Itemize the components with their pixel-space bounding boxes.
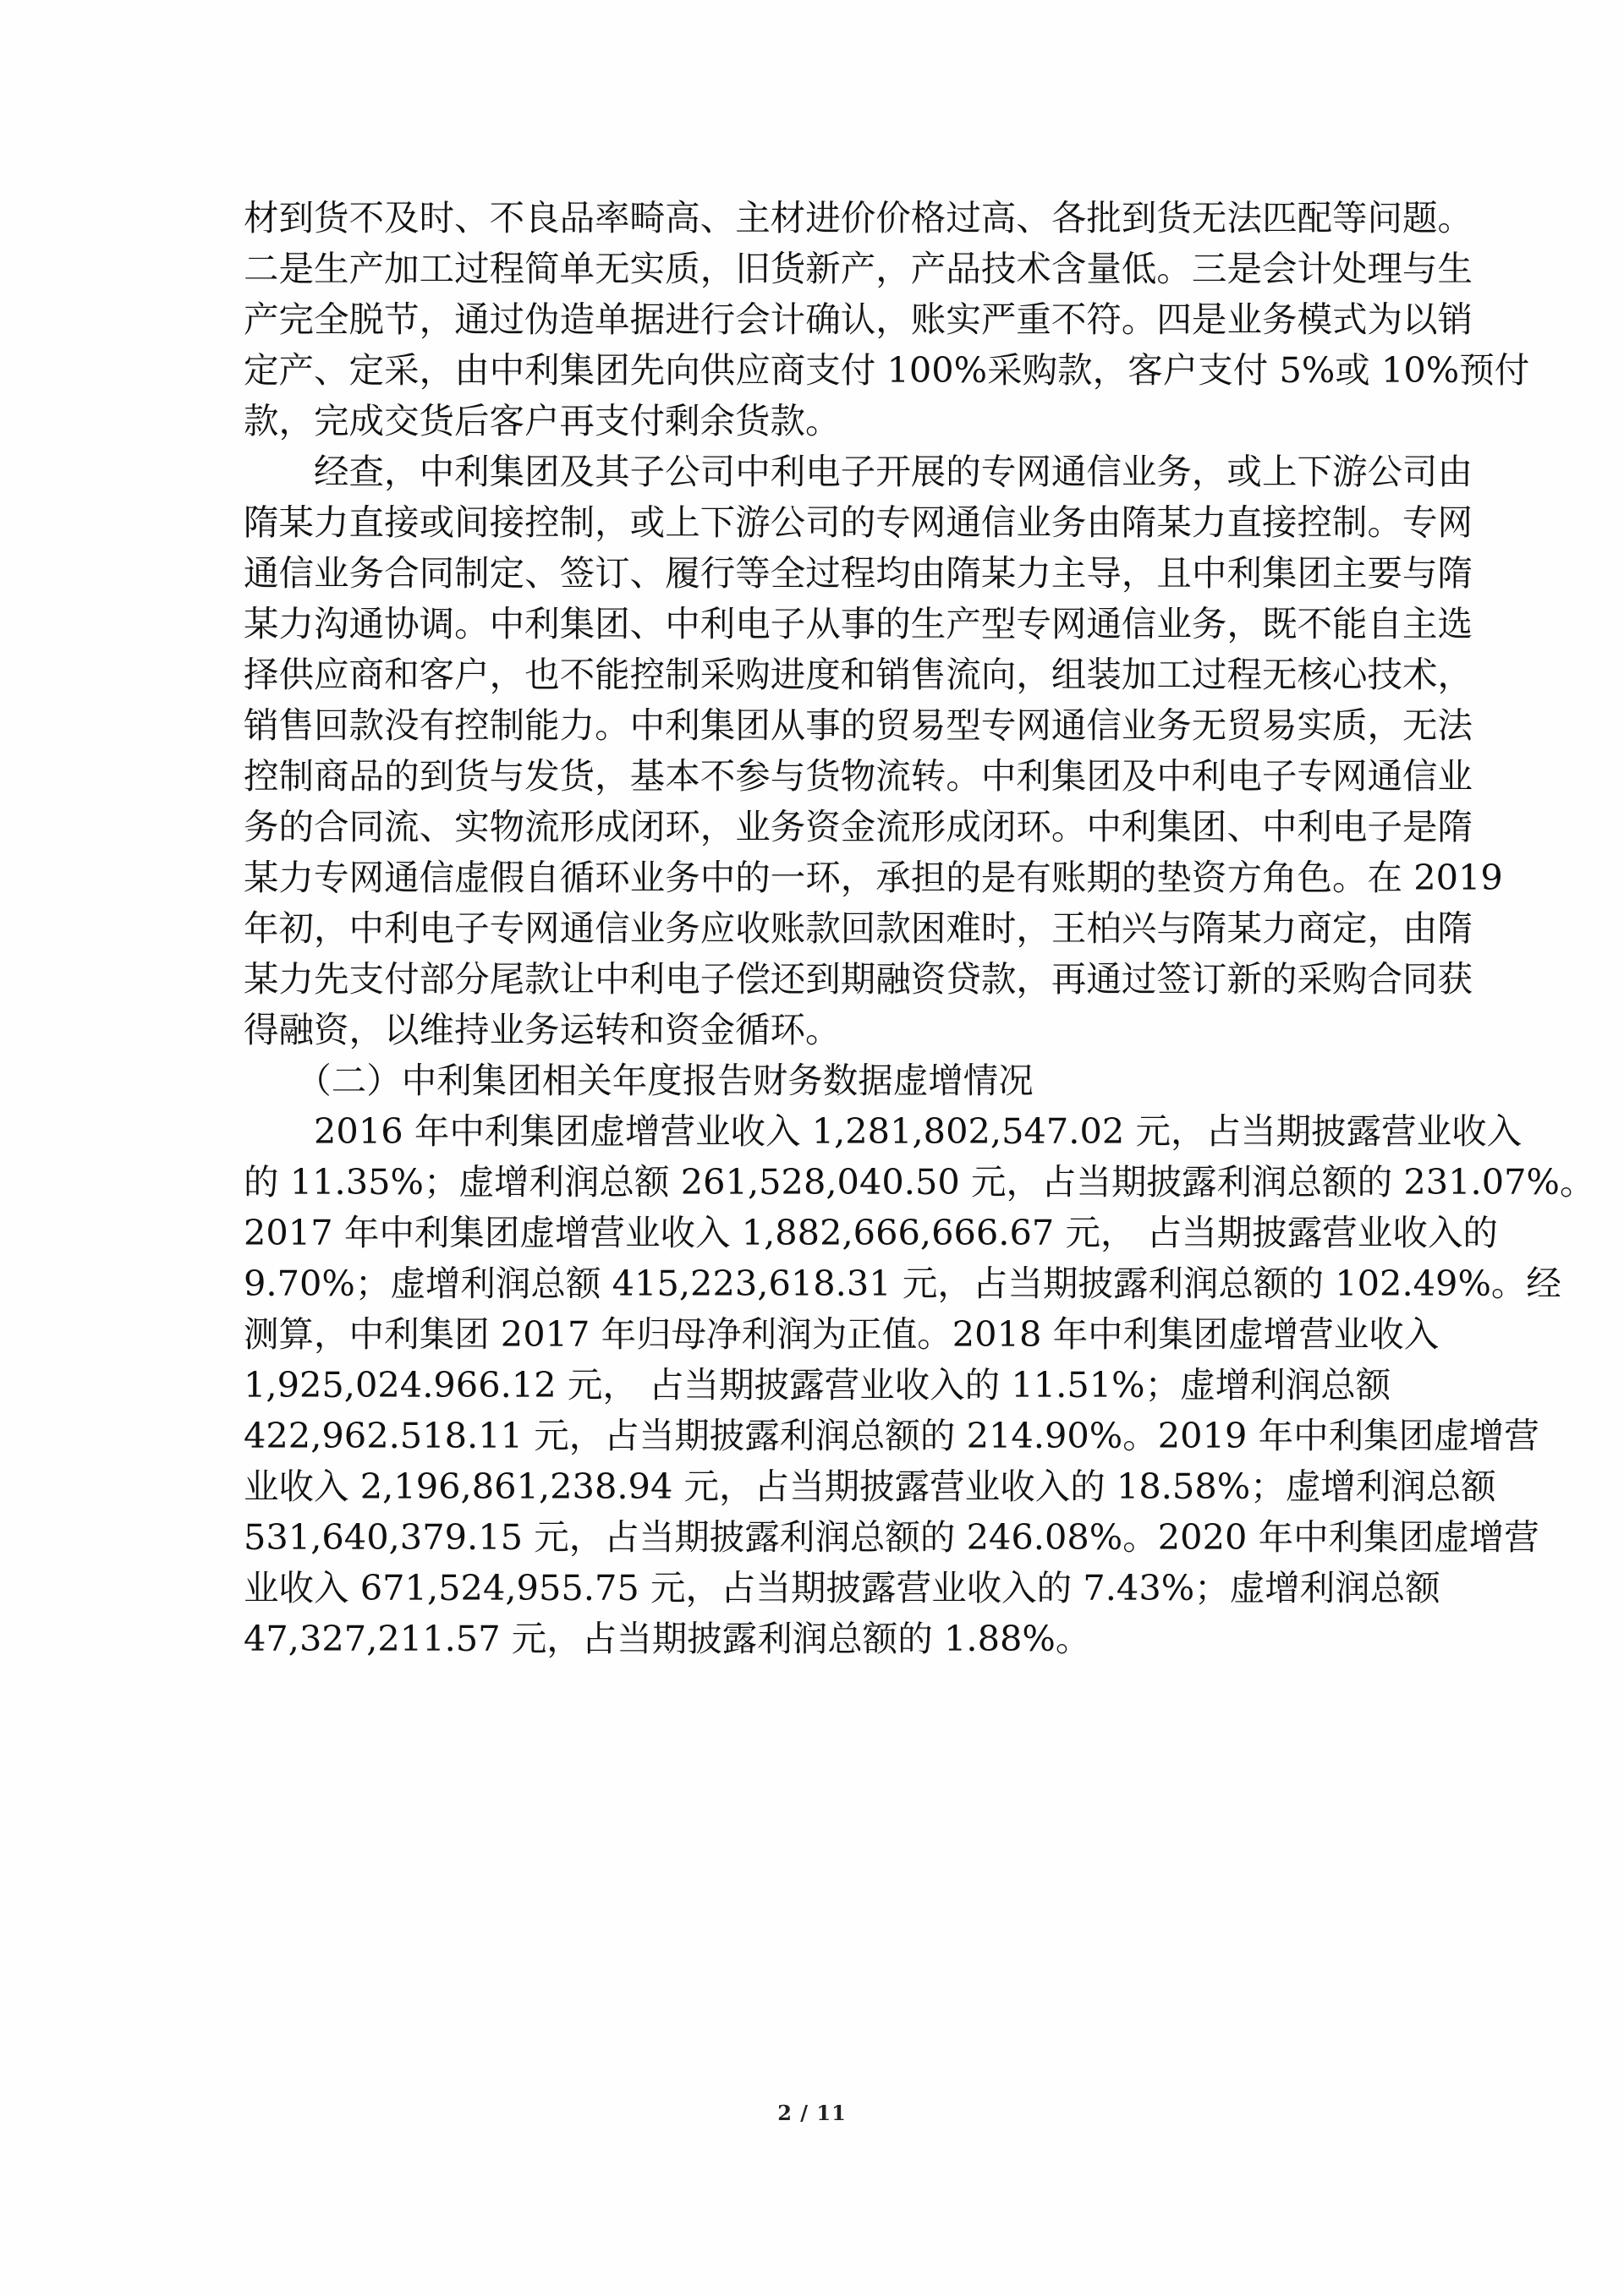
paragraph-line: 的 11.35% ； 虚 增 利 润 总 额 261,528,040.50 元 ， 占 当 期 披 露 利 润 总 额 的 231.07% 。 [244,1161,1595,1203]
paragraph-line: 531,640,379.15 元 ， 占 当 期 披 露 利 润 总 额 的 246.08% 。 2020 年 中 利 集 团 虚 增 营 [244,1516,1539,1558]
paragraph-line: 某 力 沟 通 协 调 。 中 利 集 团 、 中 利 电 子 从 事 的 生 产 型 专 网 通 信 业 务 ， 既 不 能 自 主 选 [244,603,1473,644]
paragraph-line: 业 收 入 2,196,861,238.94 元 ， 占 当 期 披 露 营 业 收 入 的 18.58% ； 虚 增 利 润 总 额 [244,1466,1496,1507]
paragraph-line: 422,962.518.11 元 ， 占 当 期 披 露 利 润 总 额 的 214.90% 。 2019 年 中 利 集 团 虚 增 营 [244,1415,1539,1456]
paragraph-line: 款，完成交货后客户再支付剩余货款。 [244,400,841,441]
paragraph-line: 2017 年 中 利 集 团 虚 增 营 业 收 入 1,882,666,666.67 元 ， 占 当 期 披 露 营 业 收 入 的 [244,1212,1498,1253]
paragraph-line: 2016 年 中 利 集 团 虚 增 营 业 收 入 1,281,802,547.02 元 ， 占 当 期 披 露 营 业 收 入 [314,1110,1522,1152]
paragraph-line: 业 收 入 671,524,955.75 元 ， 占 当 期 披 露 营 业 收 入 的 7.43% ； 虚 增 利 润 总 额 [244,1567,1440,1608]
body-paragraph [244,447,1503,1055]
paragraph-line: 得融资，以维持业务运转和资金循环。 [244,1009,841,1050]
paragraph-line: 择 供 应 商 和 客 户 ， 也 不 能 控 制 采 购 进 度 和 销 售 流 向 ， 组 装 加 工 过 程 无 核 心 技 术 ， [244,654,1473,695]
paragraph-line: 某 力 专 网 通 信 虚 假 自 循 环 业 务 中 的 一 环 ， 承 担 的 是 有 账 期 的 垫 资 方 角 色 。 在 2019 [244,857,1503,898]
paragraph-line: 控 制 商 品 的 到 货 与 发 货 ， 基 本 不 参 与 货 物 流 转 。 中 利 集 团 及 中 利 电 子 专 网 通 信 业 [244,755,1473,797]
heading-line: （二）中利集团相关年度报告财务数据虚增情况 [244,1060,1034,1101]
paragraph-line: 材 到 货 不 及 时 、 不 良 品 率 畸 高 、 主 材 进 价 价 格 过 高 、 各 批 到 货 无 法 匹 配 等 问 题 。 [244,197,1473,238]
paragraph-line: 经 查 ， 中 利 集 团 及 其 子 公 司 中 利 电 子 开 展 的 专 网 通 信 业 务 ， 或 上 下 游 公 司 由 [314,451,1473,492]
section-heading [244,1055,1381,1106]
page-body [244,193,1595,1664]
paragraph-line: 47,327,211.57 元，占当期披露利润总额的 1.88%。 [244,1618,1091,1659]
paragraph-line: 隋 某 力 直 接 或 间 接 控 制 ， 或 上 下 游 公 司 的 专 网 通 信 业 务 由 隋 某 力 直 接 控 制 。 专 网 [244,501,1473,543]
paragraph-line: 某 力 先 支 付 部 分 尾 款 让 中 利 电 子 偿 还 到 期 融 资 贷 款 ， 再 通 过 签 订 新 的 采 购 合 同 获 [244,958,1473,1000]
paragraph-line: 通 信 业 务 合 同 制 定 、 签 订 、 履 行 等 全 过 程 均 由 隋 某 力 主 导 ， 且 中 利 集 团 主 要 与 隋 [244,552,1473,594]
paragraph-line: 务 的 合 同 流 、 实 物 流 形 成 闭 环 ， 业 务 资 金 流 形 成 闭 环 。 中 利 集 团 、 中 利 电 子 是 隋 [244,806,1473,847]
body-paragraph [244,193,1530,447]
page-footer: 2 / 11 [777,2101,847,2125]
body-paragraph [244,1106,1595,1664]
paragraph-line: 年 初 ， 中 利 电 子 专 网 通 信 业 务 应 收 账 款 回 款 困 难 时 ， 王 柏 兴 与 隋 某 力 商 定 ， 由 隋 [244,907,1473,949]
paragraph-line: 销 售 回 款 没 有 控 制 能 力 。 中 利 集 团 从 事 的 贸 易 型 专 网 通 信 业 务 无 贸 易 实 质 ， 无 法 [244,704,1473,746]
paragraph-line: 二 是 生 产 加 工 过 程 简 单 无 实 质 ， 旧 货 新 产 ， 产 品 技 术 含 量 低 。 三 是 会 计 处 理 与 生 [244,248,1473,289]
paragraph-line: 1,925,024.966.12 元 ， 占 当 期 披 露 营 业 收 入 的 11.51% ； 虚 增 利 润 总 额 [244,1364,1391,1406]
paragraph-line: 测 算 ， 中 利 集 团 2017 年 归 母 净 利 润 为 正 值 。 2018 年 中 利 集 团 虚 增 营 业 收 入 [244,1313,1440,1355]
paragraph-line: 定 产 、 定 采 ， 由 中 利 集 团 先 向 供 应 商 支 付 100% 采 购 款 ， 客 户 支 付 5% 或 10% 预 付 [244,349,1530,391]
paragraph-line: 产 完 全 脱 节 ， 通 过 伪 造 单 据 进 行 会 计 确 认 ， 账 实 严 重 不 符 。 四 是 业 务 模 式 为 以 销 [244,299,1473,340]
paragraph-line: 9.70% ； 虚 增 利 润 总 额 415,223,618.31 元 ， 占 当 期 披 露 利 润 总 额 的 102.49% 。 经 [244,1263,1561,1304]
